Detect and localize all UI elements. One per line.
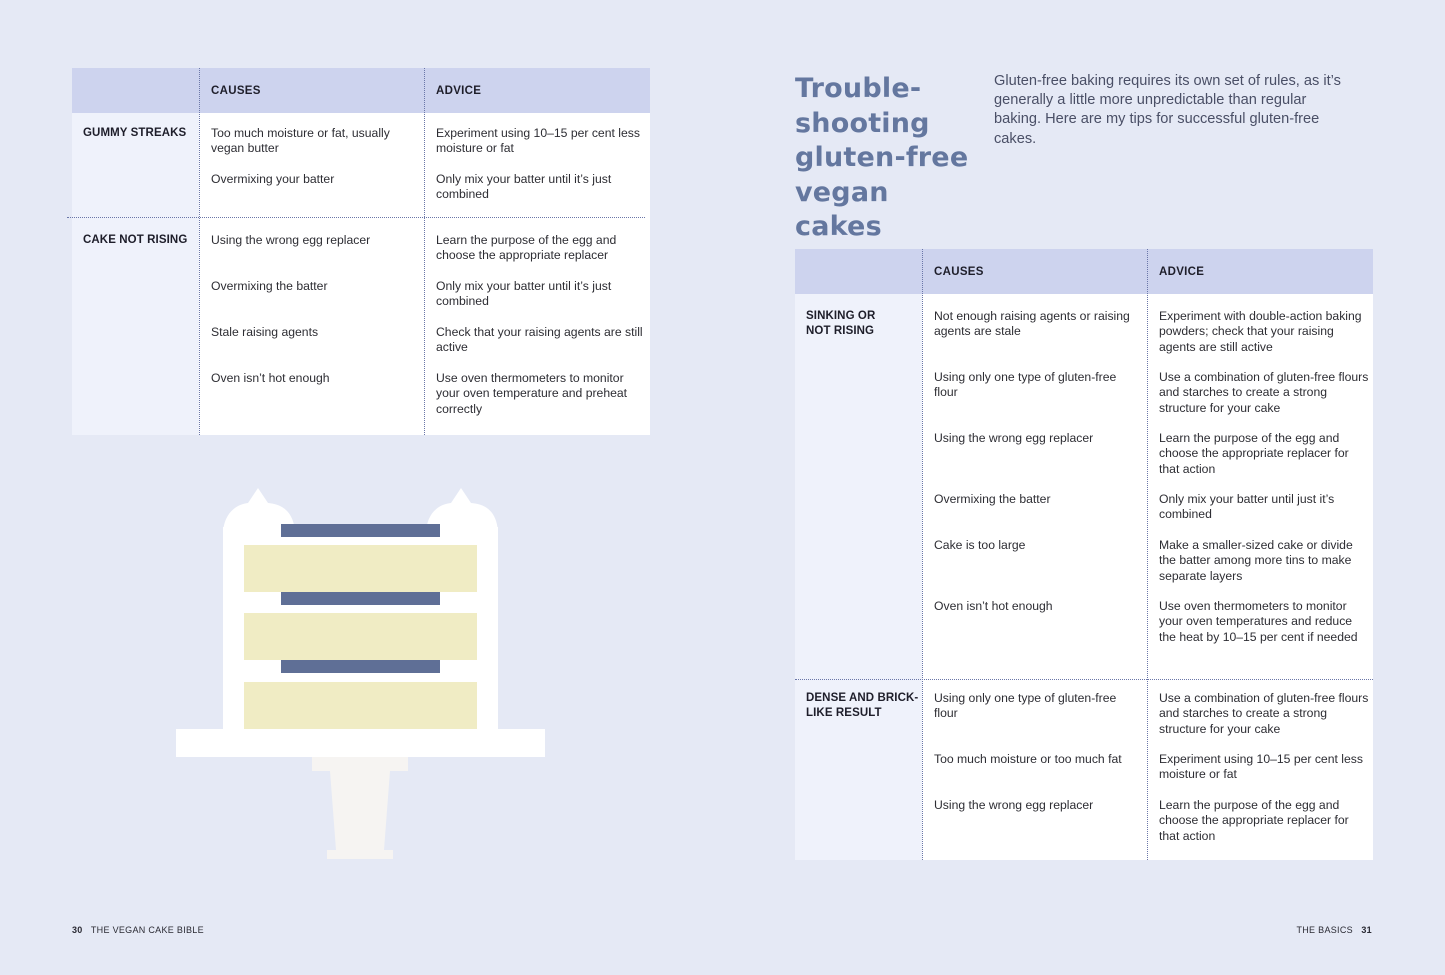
advice-cell: Learn the purpose of the egg and choose the appropriate replacer for that action (1159, 798, 1349, 843)
cause-cell: Using only one type of gluten-free flour (934, 370, 1117, 400)
cause-cell: Oven isn’t hot enough (934, 599, 1053, 613)
cake-body (223, 527, 498, 732)
advice-cell: Use oven thermometers to monitor your oven temperatures and reduce the heat by 10–15 per cent if needed (1159, 599, 1358, 644)
problem-label: CAKE NOT RISING (83, 234, 188, 246)
frosting-swirl-left (223, 488, 295, 535)
column-divider (199, 68, 200, 435)
sponge-layer (244, 545, 477, 592)
footer-right (1296, 925, 1372, 935)
causes-header: CAUSES (934, 265, 984, 278)
section-title: THE BASICS (1296, 925, 1353, 935)
row-divider (795, 679, 1373, 680)
advice-header: ADVICE (1159, 265, 1205, 278)
cause-cell: Overmixing the batter (934, 492, 1051, 506)
problem-label-line: DENSE AND BRICK- (806, 692, 919, 704)
table-header (72, 68, 650, 113)
right-troubleshooting-table (795, 249, 1373, 860)
column-divider (424, 68, 425, 435)
title-line: gluten-free (795, 142, 969, 173)
cause-cell: Cake is too large (934, 538, 1026, 552)
label-column (72, 113, 199, 435)
frosting-swirl-right (426, 488, 498, 535)
page-number: 31 (1361, 925, 1372, 935)
advice-cell: Experiment using 10–15 per cent less moisture or fat (1159, 752, 1363, 782)
left-troubleshooting-table (72, 68, 650, 435)
cake-stand-pedestal (312, 757, 408, 859)
advice-cell: Experiment with double-action baking powders; check that your raising agents are still active (1159, 309, 1362, 354)
advice-cell: Use a combination of gluten-free flours and starches to create a strong structure for your cake (1159, 370, 1369, 415)
title-line: shooting (795, 107, 930, 139)
sponge-layer (244, 613, 477, 660)
cake-stand-plate (176, 729, 545, 757)
cause-cell: Stale raising agents (211, 325, 319, 339)
sponge-layer (244, 682, 477, 729)
cause-cell: Using only one type of gluten-free flour (934, 691, 1117, 721)
advice-cell: Only mix your batter until it’s just combined (436, 279, 612, 309)
title-line: vegan cakes (795, 176, 889, 242)
filling-layer (281, 592, 440, 605)
advice-cell: Use oven thermometers to monitor your oven temperature and preheat correctly (436, 371, 628, 416)
advice-cell: Only mix your batter until just it’s combined (1159, 492, 1335, 522)
problem-label-line: LIKE RESULT (806, 707, 882, 720)
problem-label (806, 691, 924, 722)
advice-cell: Learn the purpose of the egg and choose the appropriate replacer for that action (1159, 431, 1349, 476)
title-line: Trouble- (795, 73, 922, 104)
advice-cell: Experiment using 10–15 per cent less moisture or fat (436, 126, 640, 156)
cause-cell: Oven isn’t hot enough (211, 371, 330, 385)
page-title (795, 72, 985, 245)
advice-cell: Make a smaller-sized cake or divide the batter among more tins to make separate layers (1159, 538, 1353, 583)
label-column (795, 294, 922, 860)
problem-label (806, 309, 918, 340)
problem-label-line: NOT RISING (806, 325, 875, 338)
column-divider (1147, 249, 1148, 860)
advice-cell: Learn the purpose of the egg and choose the appropriate replacer (436, 233, 617, 263)
filling-layer (281, 524, 440, 537)
problem-label: GUMMY STREAKS (83, 127, 187, 139)
column-divider (922, 249, 923, 860)
advice-header: ADVICE (436, 84, 482, 97)
cause-cell: Using the wrong egg replacer (934, 431, 1094, 445)
cause-cell: Using the wrong egg replacer (934, 798, 1094, 812)
advice-cell: Check that your raising agents are still active (436, 325, 643, 355)
book-title: THE VEGAN CAKE BIBLE (90, 925, 204, 935)
causes-header: CAUSES (211, 84, 261, 97)
cause-cell: Using the wrong egg replacer (211, 233, 371, 247)
cause-cell: Not enough raising agents or raising agents are stale (934, 309, 1130, 339)
footer-left (72, 925, 204, 935)
filling-layer (281, 660, 440, 673)
page-number: 30 (72, 925, 83, 935)
advice-cell: Use a combination of gluten-free flours and starches to create a strong structure for your cake (1159, 691, 1369, 736)
cause-cell: Too much moisture or fat, usually vegan butter (211, 126, 390, 156)
table-header (795, 249, 1373, 294)
advice-cell: Only mix your batter until it’s just combined (436, 172, 612, 202)
cause-cell: Overmixing the batter (211, 279, 328, 293)
cause-cell: Too much moisture or too much fat (934, 752, 1122, 766)
problem-label-line: SINKING OR (806, 310, 876, 322)
row-divider (67, 217, 645, 218)
cause-cell: Overmixing your batter (211, 172, 335, 186)
intro-paragraph: Gluten-free baking requires its own set of rules, as it’s generally a little more unpredictable than regular baking. Here are my tips for successful gluten-free cakes. (994, 73, 1341, 147)
